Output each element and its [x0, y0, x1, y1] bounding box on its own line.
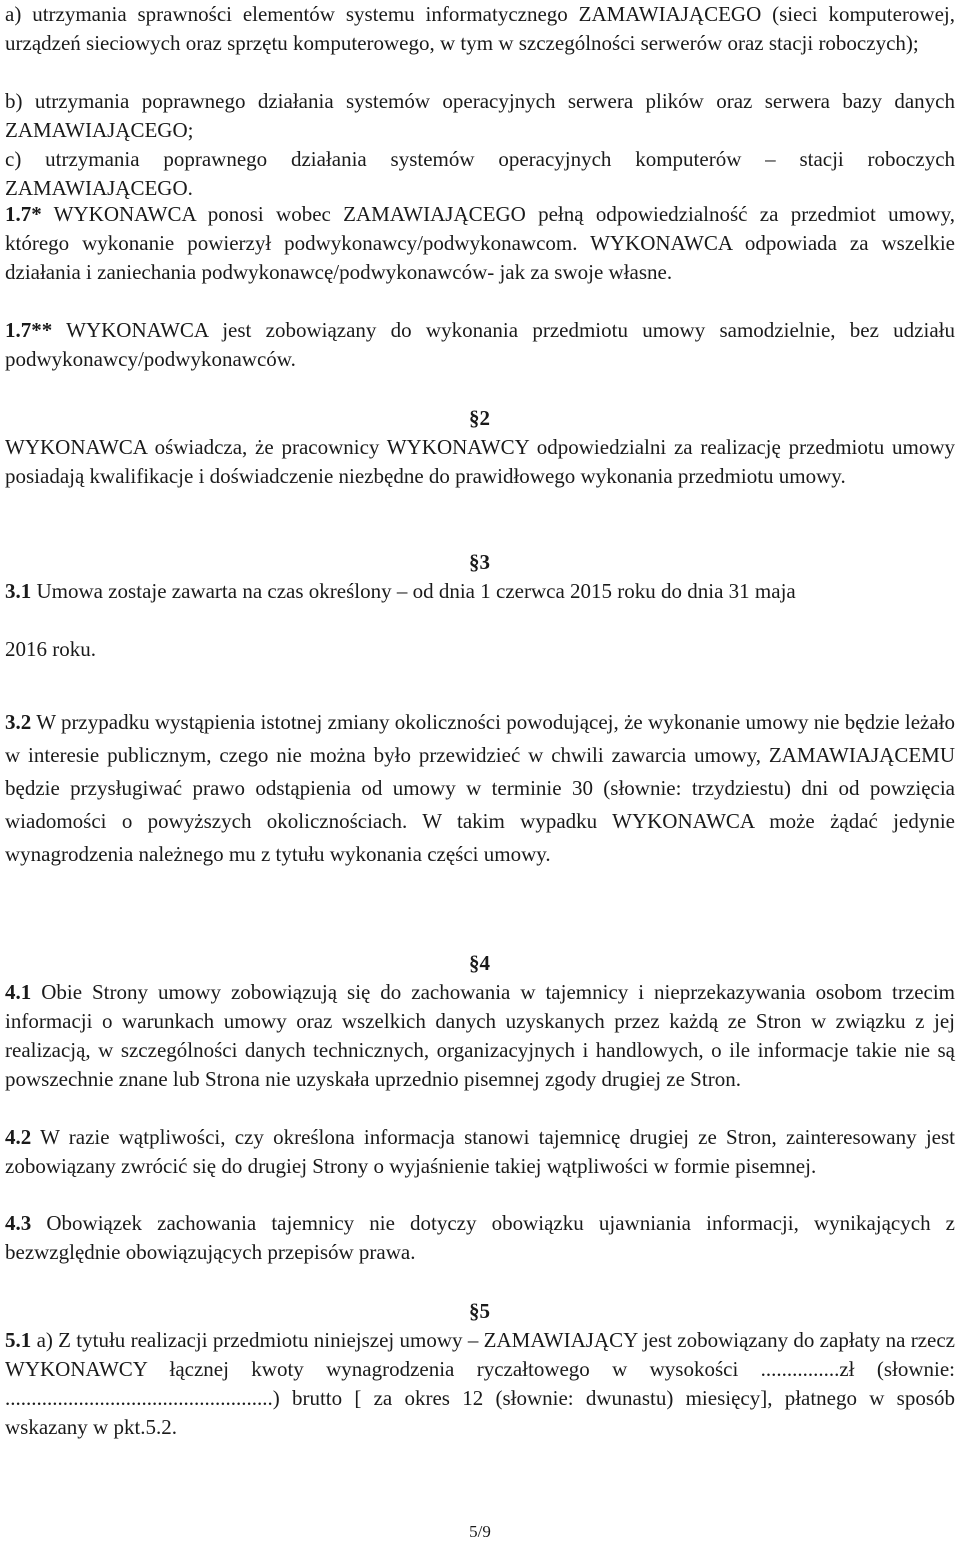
paragraph-text: WYKONAWCA ponosi wobec ZAMAWIAJĄCEGO pełną odpowiedzialność za przedmiot umowy, którego wykonanie powierzył podwykonawcy/podwykonawcom. WYKONAWCA odpowiada za wszelkie działania i zaniechania podwykonawcę/podwykonawców- jak za swoje własne. [5, 202, 956, 284]
item-label: b) [5, 89, 23, 113]
paragraph-number: 4.1 [5, 980, 32, 1004]
paragraph-number: 5.1 [5, 1328, 32, 1352]
section-heading-3: §3 [469, 550, 490, 574]
paragraph-1-7-star [5, 200, 955, 287]
item-text: utrzymania poprawnego działania systemów operacyjnych serwera plików oraz serwera bazy danych ZAMAWIAJĄCEGO; [5, 89, 956, 142]
paragraph-number: 4.2 [5, 1125, 32, 1149]
paragraph-text: Obowiązek zachowania tajemnicy nie dotyczy obowiązku ujawniania informacji, wynikających z bezwzględnie obowiązujących przepisów prawa. [5, 1211, 956, 1264]
paragraph-4-2 [5, 1123, 955, 1181]
paragraph-number: 4.3 [5, 1211, 32, 1235]
list-item-a [5, 0, 955, 58]
section-symbol: § [469, 550, 480, 574]
paragraph-text: a) Z tytułu realizacji przedmiotu niniejszej umowy – ZAMAWIAJĄCY jest zobowiązany do zapłaty na rzecz WYKONAWCY łącznej kwoty wynagrodzenia ryczałtowego w wysokości ...............zł (słownie: ...................................................) brutto [ za okres 12 (słownie: dwunastu) miesięcy], płatnego w sposób wskazany w pkt.5.2. [5, 1328, 956, 1439]
paragraph-text: W razie wątpliwości, czy określona informacja stanowi tajemnicę drugiej ze Stron, zainteresowany jest zobowiązany zwrócić się do drugiej Strony o wyjaśnienie takiej wątpliwości w formie pisemnej. [5, 1125, 956, 1178]
section-symbol: § [469, 951, 480, 975]
section-2-text: WYKONAWCA oświadcza, że pracownicy WYKONAWCY odpowiedzialni za realizację przedmiotu umowy posiadają kwalifikacje i doświadczenie niezbędne do prawidłowego wykonania przedmiotu umowy. [5, 435, 955, 488]
paragraph-4-3 [5, 1209, 955, 1267]
section-symbol: § [469, 406, 480, 430]
paragraph-number: 1.7** [5, 318, 53, 342]
list-item-c [5, 145, 955, 203]
item-text: utrzymania poprawnego działania systemów operacyjnych komputerów – stacji roboczych ZAMAWIAJĄCEGO. [5, 147, 956, 200]
item-label: a) [5, 2, 22, 26]
paragraph-3-1-continuation: 2016 roku. [5, 637, 96, 661]
paragraph-4-1 [5, 978, 955, 1094]
section-heading-2: §2 [469, 406, 490, 430]
item-label: c) [5, 147, 22, 171]
paragraph-number: 3.2 [5, 710, 32, 734]
paragraph-number: 1.7* [5, 202, 42, 226]
paragraph-3-2 [5, 706, 955, 871]
item-text: utrzymania sprawności elementów systemu informatycznego ZAMAWIAJĄCEGO (sieci komputerowej, urządzeń sieciowych oraz sprzętu komputerowego, w tym w szczególności serwerów oraz stacji roboczych); [5, 2, 956, 55]
page-number: 5/9 [469, 1522, 491, 1541]
paragraph-text: Umowa zostaje zawarta na czas określony – od dnia 1 czerwca 2015 roku do dnia 31 maja [36, 579, 796, 603]
paragraph-3-1 [5, 577, 955, 606]
paragraph-text: WYKONAWCA jest zobowiązany do wykonania przedmiotu umowy samodzielnie, bez udziału podwykonawcy/podwykonawców. [5, 318, 955, 371]
paragraph-number: 3.1 [5, 579, 32, 603]
section-heading-4: §4 [469, 951, 490, 975]
paragraph-text: Obie Strony umowy zobowiązują się do zachowania w tajemnicy i nieprzekazywania osobom trzecim informacji o warunkach umowy oraz wszelkich danych uzyskanych przez każdą ze Stron w związku z jej realizacją, w szczególności danych technicznych, organizacyjnych i handlowych, o ile informacje takie nie są powszechnie znane lub Strona nie uzyskała uprzednio pisemnej zgody drugiej ze Stron. [5, 980, 956, 1091]
section-heading-5: §5 [469, 1299, 490, 1323]
paragraph-1-7-double-star [5, 316, 955, 374]
section-symbol: § [469, 1299, 480, 1323]
paragraph-5-1 [5, 1326, 955, 1442]
list-item-b [5, 87, 955, 145]
paragraph-text: W przypadku wystąpienia istotnej zmiany okoliczności powodującej, że wykonanie umowy nie będzie leżało w interesie publicznym, czego nie można było przewidzieć w chwili zawarcia umowy, ZAMAWIAJĄCEMU będzie przysługiwać prawo odstąpienia od umowy w terminie 30 (słownie: trzydziestu) dni od powzięcia wiadomości o powyższych okolicznościach. W takim wypadku WYKONAWCA może żądać jedynie wynagrodzenia należnego mu z tytułu wykonania części umowy. [5, 710, 955, 866]
